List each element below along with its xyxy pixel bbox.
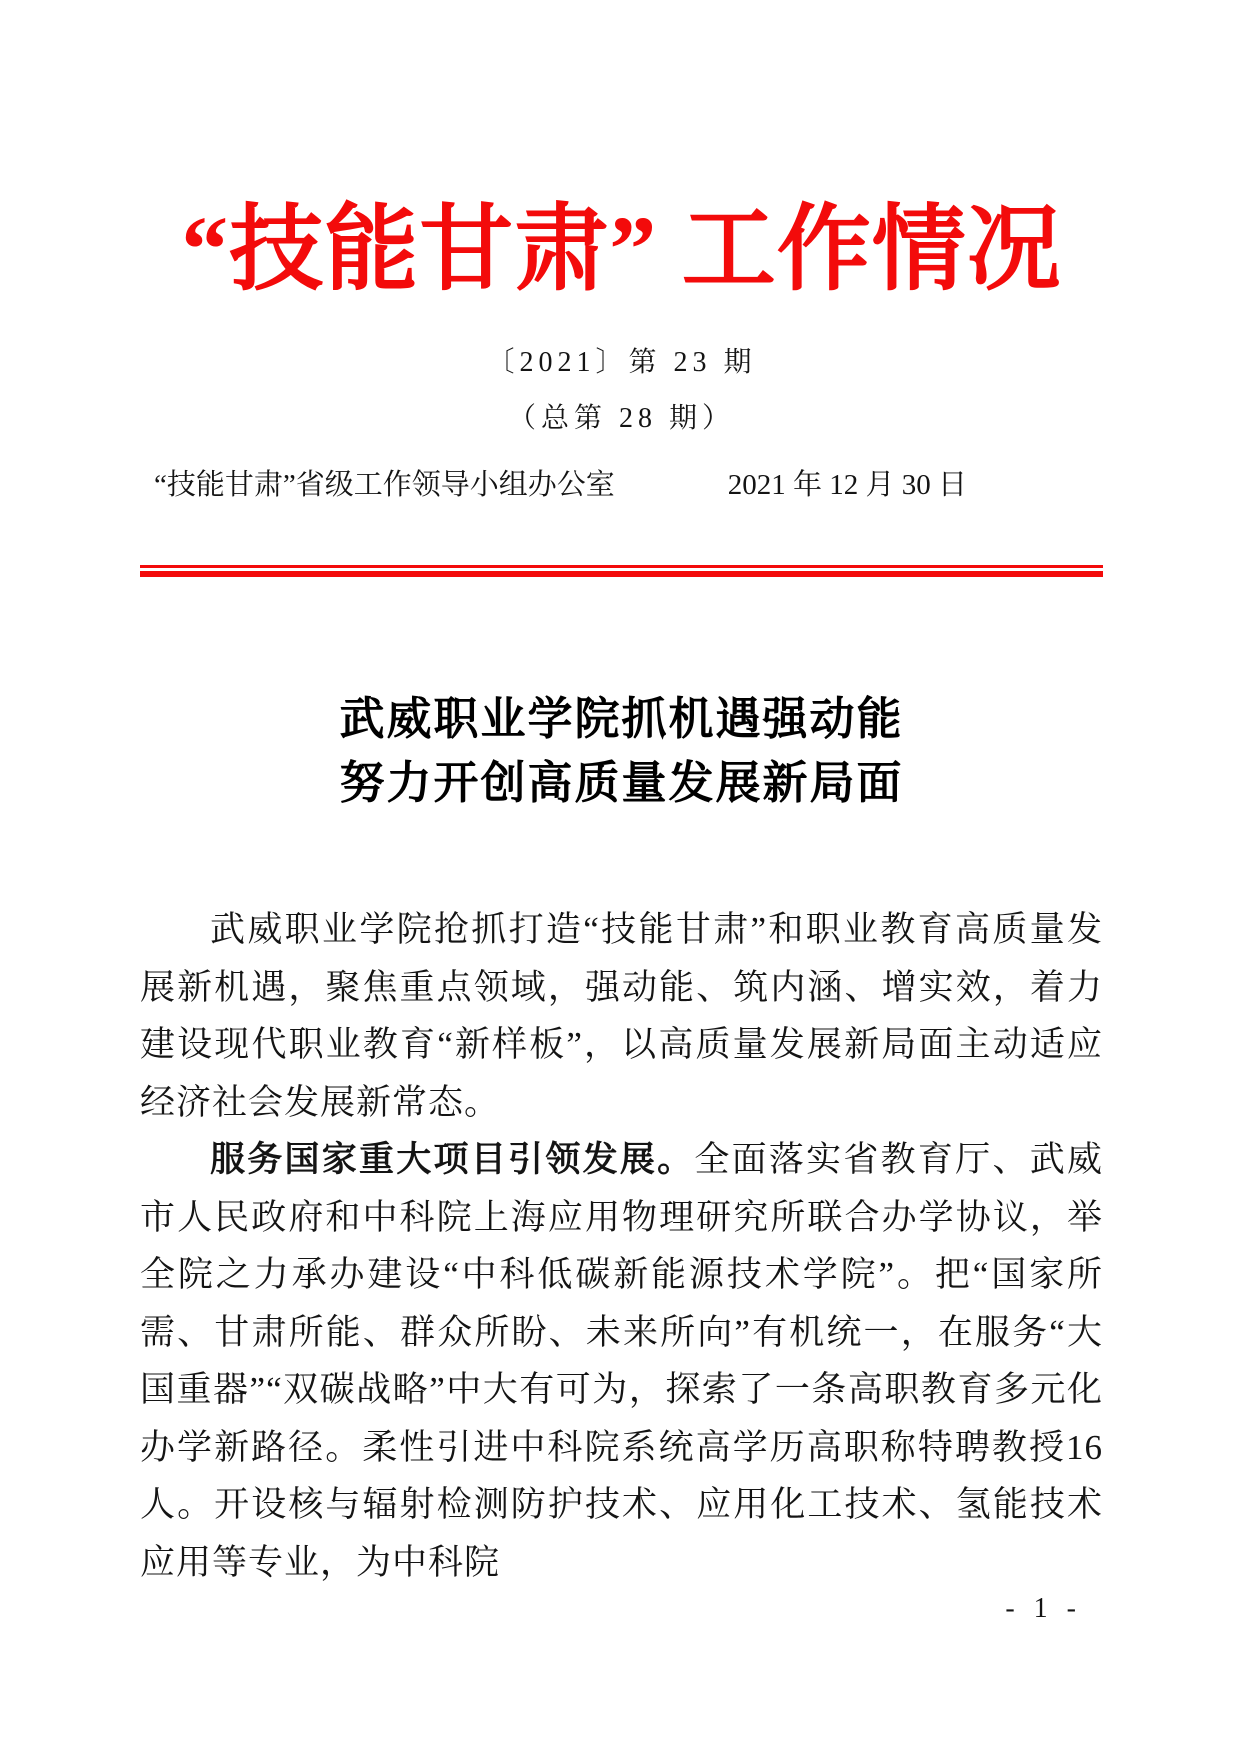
paragraph-text: 全面落实省教育厅、武威市人民政府和中科院上海应用物理研究所联合办学协议，举全院之力承办建设“中科低碳新能源技术学院”。把“国家所需、甘肃所能、群众所盼、未来所向”有机统一，在服务“大国重器”“双碳战略”中大有可为，探索了一条高职教育多元化办学新路径。柔性引进中科院系统高学历高职称特聘教授16人。开设核与辐射检测防护技术、应用化工技术、氢能技术应用等专业，为中科院 xyxy=(140,1140,1103,1582)
total-issue-number: （总第 28 期） xyxy=(507,403,735,434)
masthead xyxy=(140,185,1103,577)
separator-thick-line xyxy=(140,571,1103,577)
masthead-title: “技能甘肃” 工作情况 xyxy=(181,198,1062,302)
article-title-line2: 努力开创高质量发展新局面 xyxy=(339,758,904,808)
article-title-line1: 武威职业学院抓机遇强动能 xyxy=(339,694,904,744)
article-title xyxy=(140,687,1103,815)
office-date-row xyxy=(140,465,1103,505)
issue-number: 〔2021〕第 23 期 xyxy=(486,347,757,378)
red-separator-rule xyxy=(140,565,1103,577)
article xyxy=(140,687,1103,1591)
issuing-office: “技能甘肃”省级工作领导小组办公室 xyxy=(154,469,615,501)
paragraph-text: 武威职业学院抢抓打造“技能甘肃”和职业教育高质量发展新机遇，聚焦重点领域，强动能、筑内涵、增实效，着力建设现代职业教育“新样板”，以高质量发展新局面主动适应经济社会发展新常态。 xyxy=(140,910,1103,1122)
page-number: - 1 - xyxy=(1005,1593,1082,1624)
paragraph xyxy=(140,901,1103,1131)
issue-date: 2021 年 12 月 30 日 xyxy=(727,469,967,501)
paragraph-lead: 服务国家重大项目引领发展。 xyxy=(210,1140,695,1179)
paragraph xyxy=(140,1131,1103,1591)
article-body xyxy=(140,901,1103,1591)
